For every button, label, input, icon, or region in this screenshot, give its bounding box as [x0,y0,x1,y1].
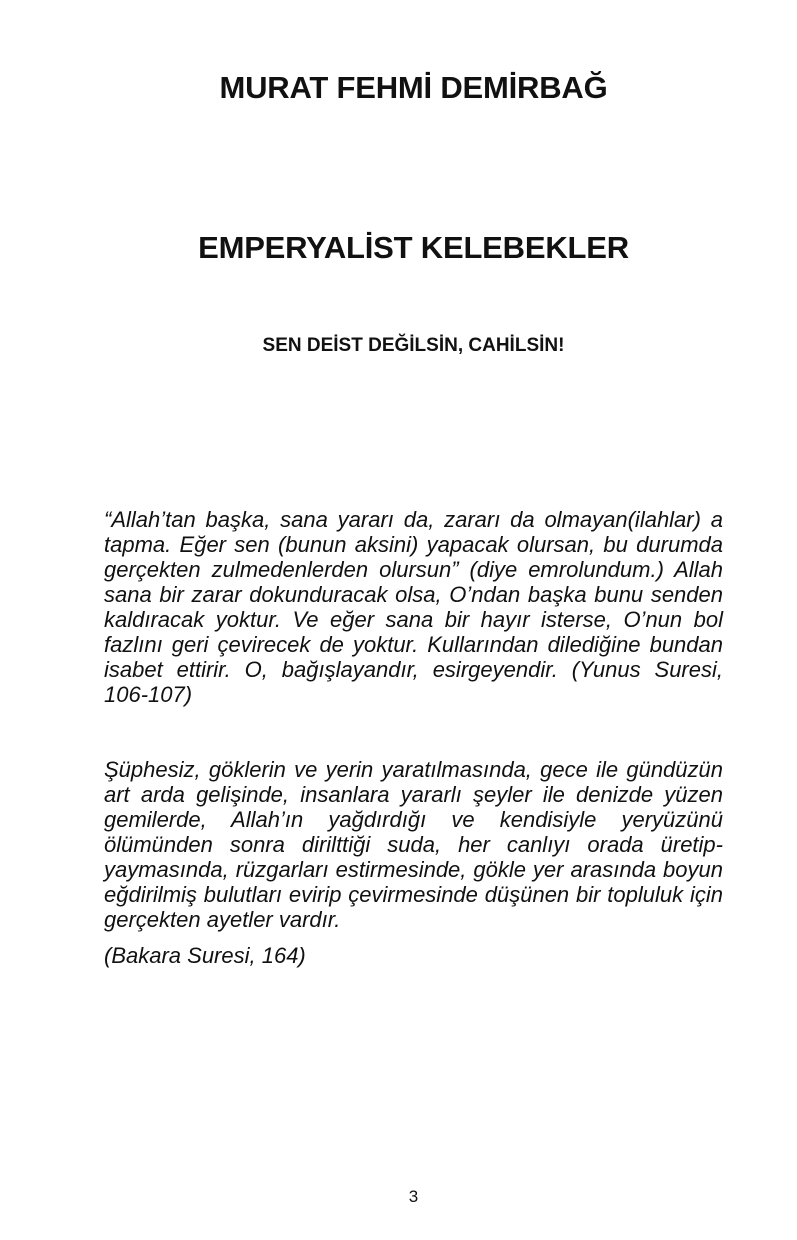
quote-reference-bakara: (Bakara Suresi, 164) [104,943,306,968]
book-title: EMPERYALİST KELEBEKLER [198,230,629,265]
chapter-subtitle: SEN DEİST DEĞİLSİN, CAHİLSİN! [262,335,565,356]
quran-quote-yunus: “Allah’tan başka, sana yararı da, zararı da olmayan(ilahlar) a tapma. Eğer sen (bunun aksini) yapacak olursan, bu durumda gerçekten zulmedenlerden olursun” (diye emrolundum.) Allah sana bir zarar dokunduracak olsa, O’ndan başka bunu senden kaldıracak yoktur. Ve eğer sana bir hayır isterse, O’nun bol fazlını geri çevirecek de yoktur. Kullarından dilediğine bundan isabet ettirir. O, bağışlayandır, esirgeyendir. (Yunus Suresi, 106-107) [104,507,723,707]
page-number: 3 [408,1187,419,1206]
quran-quote-bakara: Şüphesiz, göklerin ve yerin yaratılmasında, gece ile gündüzün art arda gelişinde, insanlara yararlı şeyler ile denizde yüzen gemilerde, Allah’ın yağdırdığı ve kendisiyle yeryüzünü ölümünden sonra dirilttiği suda, her canlıyı orada üretip-yaymasında, rüzgarları estirmesinde, gökle yer arasında boyun eğdirilmiş bulutları evirip çevirmesinde düşünen bir topluluk için gerçekten ayetler vardır. [104,757,723,932]
author-name: MURAT FEHMİ DEMİRBAĞ [219,70,608,105]
